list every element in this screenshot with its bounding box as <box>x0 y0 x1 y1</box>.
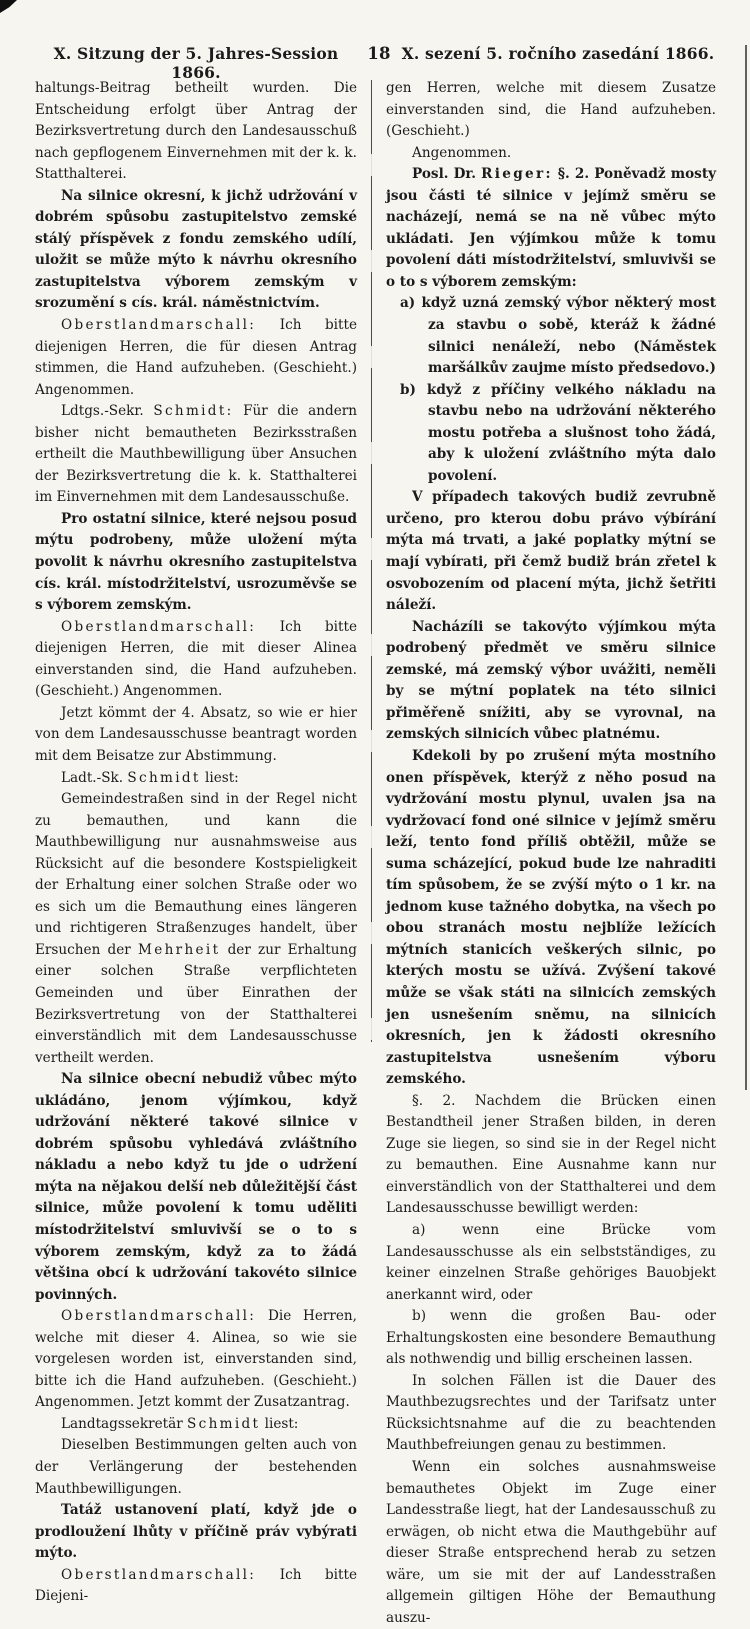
paragraph <box>35 509 357 617</box>
paragraph <box>35 186 357 315</box>
speaker-name: Rieger: <box>481 166 553 183</box>
column-divider-rule <box>371 80 372 1042</box>
text-run: Kdekoli by po zrušení mýta mostního onen příspěvek, kterýž z něho posud na vydržování mostu plynul, uvalen jsa na vydržovací fond oné silnice v jejímž směru leží, tento fond příliš obtěžil, může se suma scházející, pokud bude lze nahraditi tím spůsobem, že se zvýší mýto o 1 kr. na jednom kuse tažného dobytka, na všech po obou stranách mostu nejblíže ležících mýtních stanicích veškerých silnic, po kterých mostu se užívá. Zvýšení takové může se však státi na silnicích zemských jen usnešením sněmu, na silnicích okresních, jen k žádosti okresního zastupitelstva usnešením výboru zemského. <box>386 747 716 1088</box>
paragraph <box>386 1457 716 1629</box>
speaker-name: Schmidt: <box>153 403 234 420</box>
paragraph <box>35 1565 357 1608</box>
text-run: Jetzt kömmt der 4. Absatz, so wie er hier von dem Landesausschusse beantragt worden mit dem Beisatze zur Abstimmung. <box>35 704 357 764</box>
text-column-left <box>35 78 357 1608</box>
paragraph <box>35 315 357 401</box>
text-run: §. 2. Nachdem die Brücken einen Bestandtheil jener Straßen bilden, in deren Zuge sie liegen, so sind sie in der Regel nicht zu bemauthen. Eine Ausnahme kann nur einverständlich von der Statthalterei und dem Landesausschusse bewilligt werden: <box>386 1092 716 1217</box>
speaker-name: Oberstlandmarschall: <box>61 317 257 334</box>
text-column-right <box>386 78 716 1629</box>
header-session-title-german: X. Sitzung der 5. Jahres-Session 1866. <box>53 44 339 82</box>
paragraph <box>35 789 357 1069</box>
text-run: Nacházíli se takovýto výjímkou mýta podrobený předmět ve směru silnice zemské, má zemský výbor uvážiti, neměli by se mýtní poplatek na této silnici přiměřeně snížiti, aby se vyrovnal, na zemských silnicích vůbec platnému. <box>386 618 716 743</box>
text-run: Ich bitte diejenigen Herren, die mit dieser Alinea einverstanden sind, die Hand aufzuheben. (Geschieht.) Angenommen. <box>35 618 357 700</box>
header-session-title-czech: X. sezení 5. ročního zasedání 1866. <box>401 44 715 63</box>
paragraph <box>35 1306 357 1414</box>
paragraph <box>35 703 357 768</box>
paragraph <box>35 1500 357 1565</box>
text-run: Dieselben Bestimmungen gelten auch von der Verlängerung der bestehenden Mauthbewilligungen. <box>35 1437 357 1497</box>
paragraph <box>386 143 716 165</box>
speaker-name: Mehrheit <box>138 941 221 958</box>
paragraph <box>35 768 357 790</box>
text-run: Na silnice obecní nebudiž vůbec mýto ukládáno, jenom výjímkou, když udržování některé takové silnice v dobrém spůsobu vyhledává zvláštního nákladu a nebo když tu jde o udržení mýta na nějakou delší neb důležitější část silnice, může povolení k tomu uděliti místodržitelství smluvivší se o to s výborem zemským, když za to žádá většina obcí k udržování takovéto silnice povinných. <box>35 1071 357 1303</box>
scan-corner-artifact <box>0 0 17 13</box>
paragraph <box>35 1414 357 1436</box>
text-run: In solchen Fällen ist die Dauer des Mauthbezugsrechtes und der Tarifsatz unter Rücksichtsnahme auf die zu beachtenden Mauthbefreiungen genau zu bestimmen. <box>386 1372 716 1454</box>
paragraph <box>386 487 716 616</box>
text-run: Pro ostatní silnice, které nejsou posud mýtu podrobeny, může uložení mýta povolit k návrhu okresního zastupitelstva cís. král. místodržitelství, usrozuměvše se s výborem zemským. <box>35 510 357 614</box>
text-run: a) wenn eine Brücke vom Landesausschusse als ein selbstständiges, zu keiner einzelnen Straße gehöriges Bauobjekt anerkannt wird, oder <box>386 1221 716 1303</box>
text-run: Na silnice okresní, k jichž udržování v dobrém spůsobu zastupitelstvo zemské stálý příspěvek z fondu zemského udílí, uložit se může mýto k návrhu okresního zastupitelstva výborem zemským v srozumění s cís. král. náměstnictvím. <box>35 187 357 312</box>
paragraph <box>386 1091 716 1220</box>
speaker-name: Oberstlandmarschall: <box>61 1308 257 1325</box>
page-header <box>35 44 715 82</box>
paragraph <box>386 1306 716 1371</box>
paragraph <box>386 746 716 1091</box>
text-run: Angenommen. <box>412 144 512 161</box>
text-run: §. 2. Poněvadž mosty jsou části té silnice v jejímž směru se nacházejí, nemá se na ně vůbec mýto ukládati. Jen výjímkou může k tomu povolení dáti místodržitelství, smluvivši se o to s výborem zemským: <box>386 166 716 290</box>
paragraph <box>35 1435 357 1500</box>
paragraph <box>35 1069 357 1306</box>
paragraph <box>35 617 357 703</box>
speaker-name: Oberstlandmarschall: <box>61 618 257 635</box>
paragraph <box>35 401 357 509</box>
paragraph <box>386 380 716 488</box>
scan-edge-line <box>745 45 747 1090</box>
paragraph <box>386 1371 716 1457</box>
paragraph <box>386 617 716 746</box>
speaker-name: Oberstlandmarschall: <box>61 1566 257 1583</box>
text-run: Landtagssekretär <box>61 1415 188 1432</box>
text-run: Ldtgs.-Sekr. <box>61 403 154 420</box>
text-run: der zur Erhaltung einer solchen Straße verpflichteten Gemeinden und über Einrathen der Bezirksvertretung von der Statthalterei einverständlich mit dem Landesausschusse vertheilt werden. <box>35 941 357 1066</box>
text-run: b) wenn die großen Bau- oder Erhaltungskosten eine besondere Bemauthung als nothwendig und billig erscheinen lassen. <box>386 1308 716 1368</box>
text-run: Posl. Dr. <box>412 166 482 183</box>
speaker-name: Schmidt <box>127 769 201 786</box>
paragraph <box>386 164 716 293</box>
text-run: gen Herren, welche mit diesem Zusatze einverstanden sind, die Hand aufzuheben. (Geschieht.) <box>386 80 716 140</box>
speaker-name: Schmidt <box>187 1415 261 1432</box>
text-run: Für die andern bisher nicht bemautheten Bezirksstraßen ertheilt die Mauthbewilligung über Ansuchen der Bezirksvertretung die k. k. Statthalterei im Einvernehmen mit dem Landesausschuße. <box>35 403 357 506</box>
header-page-number: 18 <box>367 44 391 63</box>
text-run: V případech takových budiž zevrubně určeno, pro kterou dobu právo výbírání mýta má trvati, a jaké poplatky mýtní se mají vybírati, při čemž budiž brán zřetel k osvobozením od placení mýta, jichž šetřiti náleží. <box>386 489 716 614</box>
paragraph <box>386 293 716 379</box>
text-run: Ich bitte Diejeni- <box>35 1566 357 1605</box>
paragraph <box>386 78 716 143</box>
text-run: Tatáž ustanovení platí, když jde o prodloužení lhůty v příčině práv vybýrati mýto. <box>35 1502 357 1562</box>
text-run: Ladt.-Sk. <box>61 769 128 786</box>
text-run: Die Herren, welche mit dieser 4. Alinea, so wie sie vorgelesen worden ist, einverstanden sind, bitte ich die Hand aufzuheben. (Geschieht.) Angenommen. Jetzt kommt der Zusatzantrag. <box>35 1308 357 1411</box>
text-run: Ich bitte diejenigen Herren, die für diesen Antrag stimmen, die Hand aufzuheben. (Geschieht.) Angenommen. <box>35 317 357 398</box>
paragraph <box>35 78 357 186</box>
text-run: liest: <box>260 1415 299 1432</box>
text-run: Wenn ein solches ausnahmsweise bemauthetes Objekt im Zuge einer Landesstraße liegt, hat der Landesausschuß zu erwägen, ob nicht etwa die Mauthgebühr auf dieser Straße entsprechend herab zu setzen wäre, um sie mit der auf Landesstraßen allgemein giltigen Höhe der Bemauthung auszu- <box>386 1459 716 1626</box>
paragraph <box>386 1220 716 1306</box>
text-run: Gemeindestraßen sind in der Regel nicht zu bemauthen, und kann die Mauthbewilligung nur ausnahmsweise aus Rücksicht auf die besondere Kostspieligkeit der Erhaltung einer solchen Straße oder wo es sich um die Bemauthung eines längeren und richtigeren Straßenzuges handelt, über Ersuchen der <box>35 791 357 958</box>
text-run: b) když z příčiny velkého nákladu na stavbu nebo na udržování některého mostu potřeba a slušnost toho žádá, aby k uložení zvláštního mýta dalo povolení. <box>400 381 716 484</box>
text-run: haltungs-Beitrag betheilt wurden. Die Entscheidung erfolgt über Antrag der Bezirksvertretung durch den Landesausschuß nach gepflogenem Einvernehmen mit der k. k. Statthalterei. <box>35 80 357 183</box>
text-run: liest: <box>200 769 239 786</box>
text-run: a) když uzná zemský výbor některý most za stavbu o sobě, kteráž k žádné silnici nenáleží, nebo (Náměstek maršálkův zaujme místo předsedovo.) <box>400 295 716 377</box>
